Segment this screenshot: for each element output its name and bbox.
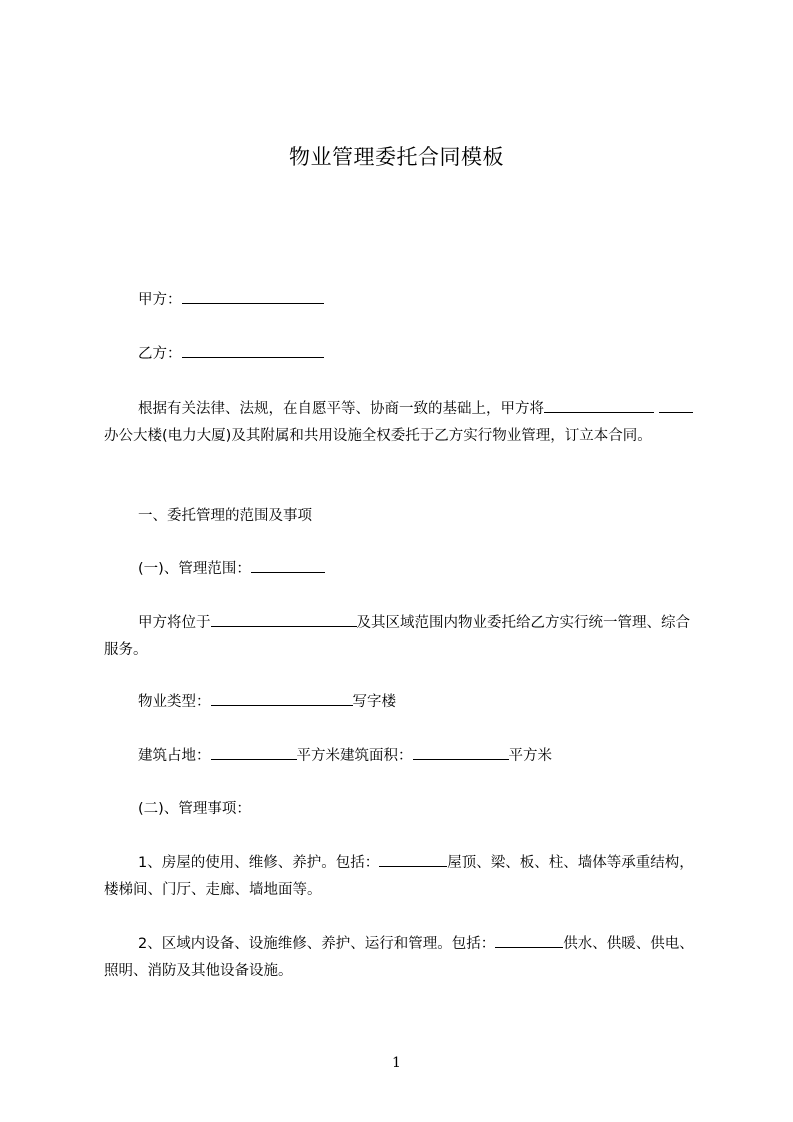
item1-pre: 1、房屋的使用、维修、养护。包括： <box>138 855 380 871</box>
scope-paragraph <box>104 610 702 664</box>
scope-post: 及其区域范围内物业委托给乙方实行统一管理、综合服务。 <box>104 615 690 658</box>
party-a-label: 甲方： <box>138 292 182 308</box>
sub2-line <box>104 797 704 821</box>
scope-pre: 甲方将位于 <box>138 615 211 631</box>
party-b-line <box>104 342 704 366</box>
property-type-blank <box>211 690 353 706</box>
item1-post: 屋顶、梁、板、柱、墙体等承重结构，楼梯间、门厅、走廊、墙地面等。 <box>104 855 694 898</box>
building-area-unit: 平方米 <box>508 748 552 764</box>
land-area-label: 建筑占地： <box>138 748 211 764</box>
document-title: 物业管理委托合同模板 <box>289 145 504 169</box>
intro-paragraph <box>104 396 702 450</box>
intro-blank-2 <box>659 397 693 413</box>
sub2-label: (二)、管理事项： <box>138 801 251 817</box>
item1-blank <box>379 851 447 867</box>
party-b-blank <box>182 342 324 358</box>
item2-blank <box>495 932 563 948</box>
item2-paragraph <box>104 931 702 985</box>
item2-post: 供水、供暖、供电、照明、消防及其他设备设施。 <box>104 936 694 979</box>
intro-blank-1 <box>544 397 654 413</box>
section1-heading: 一、委托管理的范围及事项 <box>138 508 312 524</box>
property-type-label: 物业类型： <box>138 694 211 710</box>
land-area-blank <box>211 744 297 760</box>
property-type-line <box>104 690 704 714</box>
building-area-blank <box>413 744 509 760</box>
party-b-label: 乙方： <box>138 346 182 362</box>
sub1-blank <box>251 557 325 573</box>
intro-post: 办公大楼(电力大厦)及其附属和共用设施全权委托于乙方实行物业管理，订立本合同。 <box>104 428 652 444</box>
page-number: 1 <box>392 1055 401 1071</box>
property-type-value: 写字楼 <box>352 694 396 710</box>
scope-blank <box>211 611 357 627</box>
party-a-line <box>104 288 704 312</box>
land-area-unit: 平方米建筑面积： <box>296 748 413 764</box>
party-a-blank <box>182 288 324 304</box>
item2-pre: 2、区域内设备、设施维修、养护、运行和管理。包括： <box>138 936 496 952</box>
sub1-line <box>104 557 704 581</box>
sub1-label: (一)、管理范围： <box>138 561 251 577</box>
section1-heading-line <box>104 504 704 528</box>
item1-paragraph <box>104 850 702 904</box>
intro-pre: 根据有关法律、法规，在自愿平等、协商一致的基础上，甲方将 <box>138 401 544 417</box>
area-line <box>104 744 704 768</box>
